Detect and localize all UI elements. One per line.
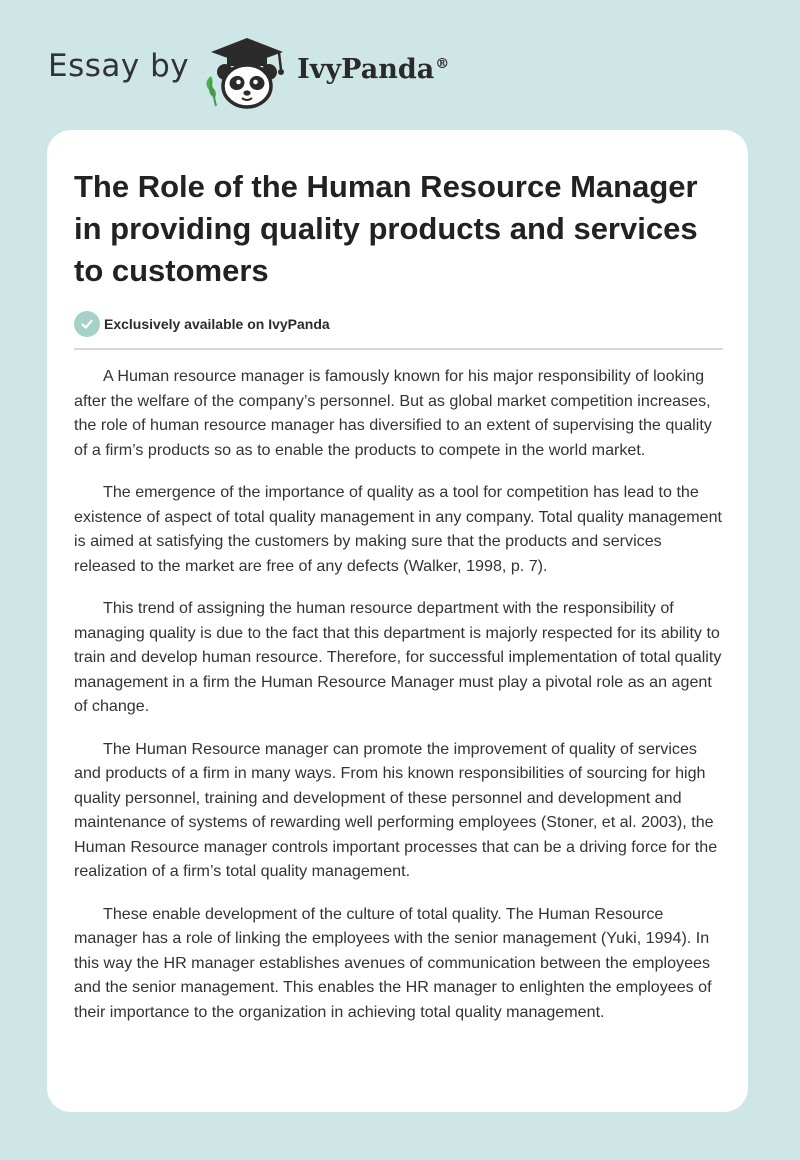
brand-name[interactable]: IvyPanda® — [297, 53, 450, 85]
registered-mark: ® — [435, 55, 450, 72]
exclusive-badge-label: Exclusively available on IvyPanda — [104, 316, 330, 332]
essay-paragraph: The emergence of the importance of quality as a tool for competition has lead to the existence of aspect of total quality management in any company. Total quality management is aimed at satisfying the customers by making sure that the products and services released to the market are free of any defects (Walker, 1998, p. 7). — [74, 483, 723, 575]
essay-paragraph: The Human Resource manager can promote the improvement of quality of services and products of a firm in many ways. From his known responsibilities of sourcing for high quality personnel, training and development of these personnel and development and maintenance of systems of rewarding well performing employees (Stoner, et al. 2003), the Human Resource manager controls important processes that can be a driving force for the realization of a firm’s total quality management. — [74, 739, 718, 880]
site-header — [48, 32, 449, 112]
essay-title: The Role of the Human Resource Manager in providing quality products and services to customers — [74, 169, 698, 288]
essay-by-label: Essay by — [48, 48, 190, 84]
essay-paragraph: These enable development of the culture of total quality. The Human Resource manager has a role of linking the employees with the senior management (Yuki, 1994). In this way the HR manager establishes avenues of communication between the employees and the senior management. This enables the HR manager to enlighten the employees of their importance to the organization in achieving total quality management. — [74, 904, 712, 1021]
divider — [74, 348, 723, 350]
essay-paragraph: This trend of assigning the human resource department with the responsibility of managing quality is due to the fact that this department is majorly respected for its ability to train and develop human resource. Therefore, for successful implementation of total quality management in a firm the Human Resource Manager must play a pivotal role as an agent of change. — [74, 599, 722, 715]
essay-card — [47, 130, 748, 1112]
exclusive-badge — [74, 309, 723, 339]
panda-graduate-logo-icon[interactable] — [201, 32, 293, 112]
check-circle-icon — [74, 311, 100, 337]
essay-paragraph: A Human resource manager is famously known for his major responsibility of looking after the welfare of the company’s personnel. But as global market competition increases, the role of human resource manager has diversified to an extent of supervising the quality of a firm’s products so as to enable the products to compete in the world market. — [74, 367, 712, 459]
